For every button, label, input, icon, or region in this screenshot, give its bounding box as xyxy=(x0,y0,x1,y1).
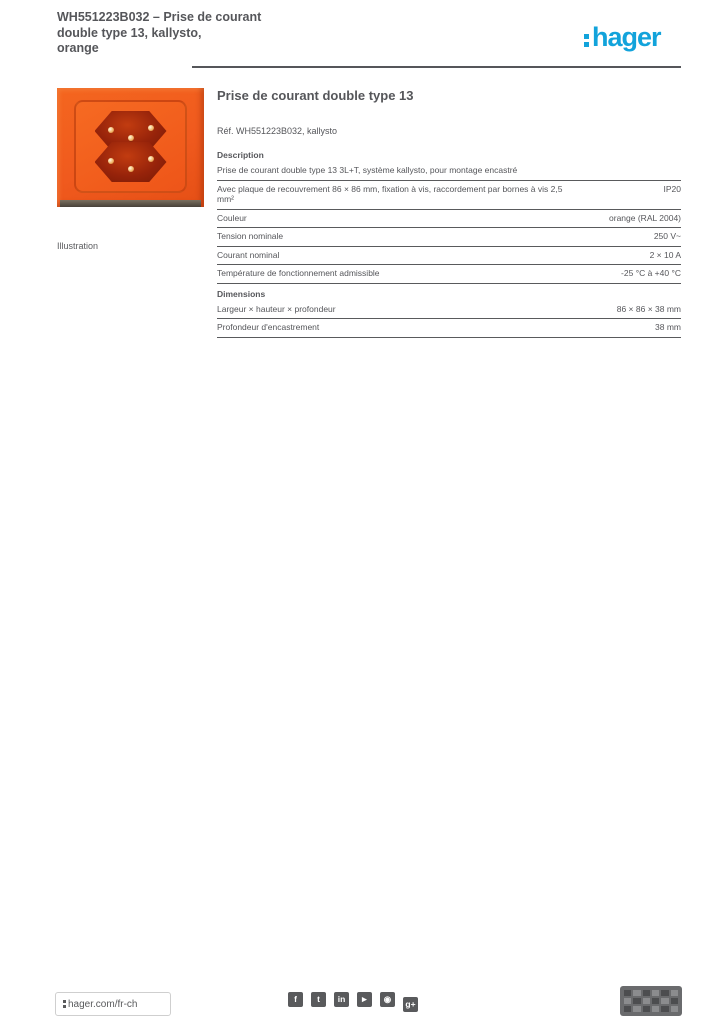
socket-recess-bottom xyxy=(95,142,167,182)
spec-section-title: Description xyxy=(217,150,264,160)
spec-value: IP20 xyxy=(663,183,681,194)
spec-row xyxy=(217,181,681,210)
social-links xyxy=(288,992,418,1012)
spec-table xyxy=(217,145,681,338)
document-title-line2: double type 13, kallysto, xyxy=(57,25,202,40)
qr-code xyxy=(620,986,682,1016)
product-reference: Réf. WH551223B032, kallysto xyxy=(217,126,338,136)
instagram-icon[interactable]: ◉ xyxy=(380,992,395,1007)
document-title-line3: orange xyxy=(57,41,99,55)
spec-value: 38 mm xyxy=(655,322,681,332)
hager-logo-dots-icon xyxy=(584,34,589,47)
spec-row xyxy=(217,265,681,284)
socket-pin-hole xyxy=(108,127,114,133)
socket-pin-hole xyxy=(148,125,154,131)
googleplus-icon[interactable]: g+ xyxy=(403,997,418,1012)
product-photo-socket xyxy=(57,88,204,207)
linkedin-icon[interactable]: in xyxy=(334,992,349,1007)
socket-pin-hole xyxy=(128,135,134,141)
website-link[interactable] xyxy=(55,992,171,1016)
spec-label: Température de fonctionnement admissible xyxy=(217,268,380,278)
spec-value: 86 × 86 × 38 mm xyxy=(616,303,681,314)
socket-pin-hole xyxy=(128,166,134,172)
hager-logo xyxy=(584,24,661,51)
socket-pin-hole xyxy=(148,156,154,162)
twitter-icon[interactable]: t xyxy=(311,992,326,1007)
socket-inner-plate xyxy=(74,100,187,193)
spec-row xyxy=(217,319,681,338)
socket-pin-hole xyxy=(108,158,114,164)
website-url: hager.com/fr-ch xyxy=(68,998,138,1010)
spec-value: 2 × 10 A xyxy=(649,249,681,260)
spec-label: Courant nominal xyxy=(217,249,280,260)
document-title-line1: WH551223B032 – Prise de courant xyxy=(57,10,262,24)
hager-mini-logo-icon xyxy=(63,1000,66,1008)
spec-label: Prise de courant double type 13 3L+T, système kallysto, pour montage encastré xyxy=(217,165,518,175)
photo-shadow xyxy=(60,200,201,207)
spec-value: -25 °C à +40 °C xyxy=(621,268,681,278)
spec-value: orange (RAL 2004) xyxy=(609,212,681,223)
spec-row xyxy=(217,228,681,247)
spec-value: 250 V~ xyxy=(653,231,681,241)
spec-label: Couleur xyxy=(217,212,247,223)
product-title: Prise de courant double type 13 xyxy=(217,88,414,103)
spec-label: Tension nominale xyxy=(217,231,284,241)
spec-row xyxy=(217,247,681,266)
spec-row xyxy=(217,301,681,320)
spec-label: Largeur × hauteur × profondeur xyxy=(217,303,336,314)
spec-row xyxy=(217,162,681,181)
spec-row xyxy=(217,210,681,229)
document-title xyxy=(57,10,307,57)
facebook-icon[interactable]: f xyxy=(288,992,303,1007)
spec-label: Avec plaque de recouvrement 86 × 86 mm, fixation à vis, raccordement par bornes à vis 2,5 mm² xyxy=(217,183,563,204)
photo-caption: Illustration xyxy=(57,241,99,251)
spec-section-title: Dimensions xyxy=(217,288,266,299)
hager-logo-text: hager xyxy=(592,22,661,52)
youtube-icon[interactable]: ► xyxy=(357,992,372,1007)
spec-label: Profondeur d'encastrement xyxy=(217,322,320,332)
header-divider xyxy=(192,66,681,68)
